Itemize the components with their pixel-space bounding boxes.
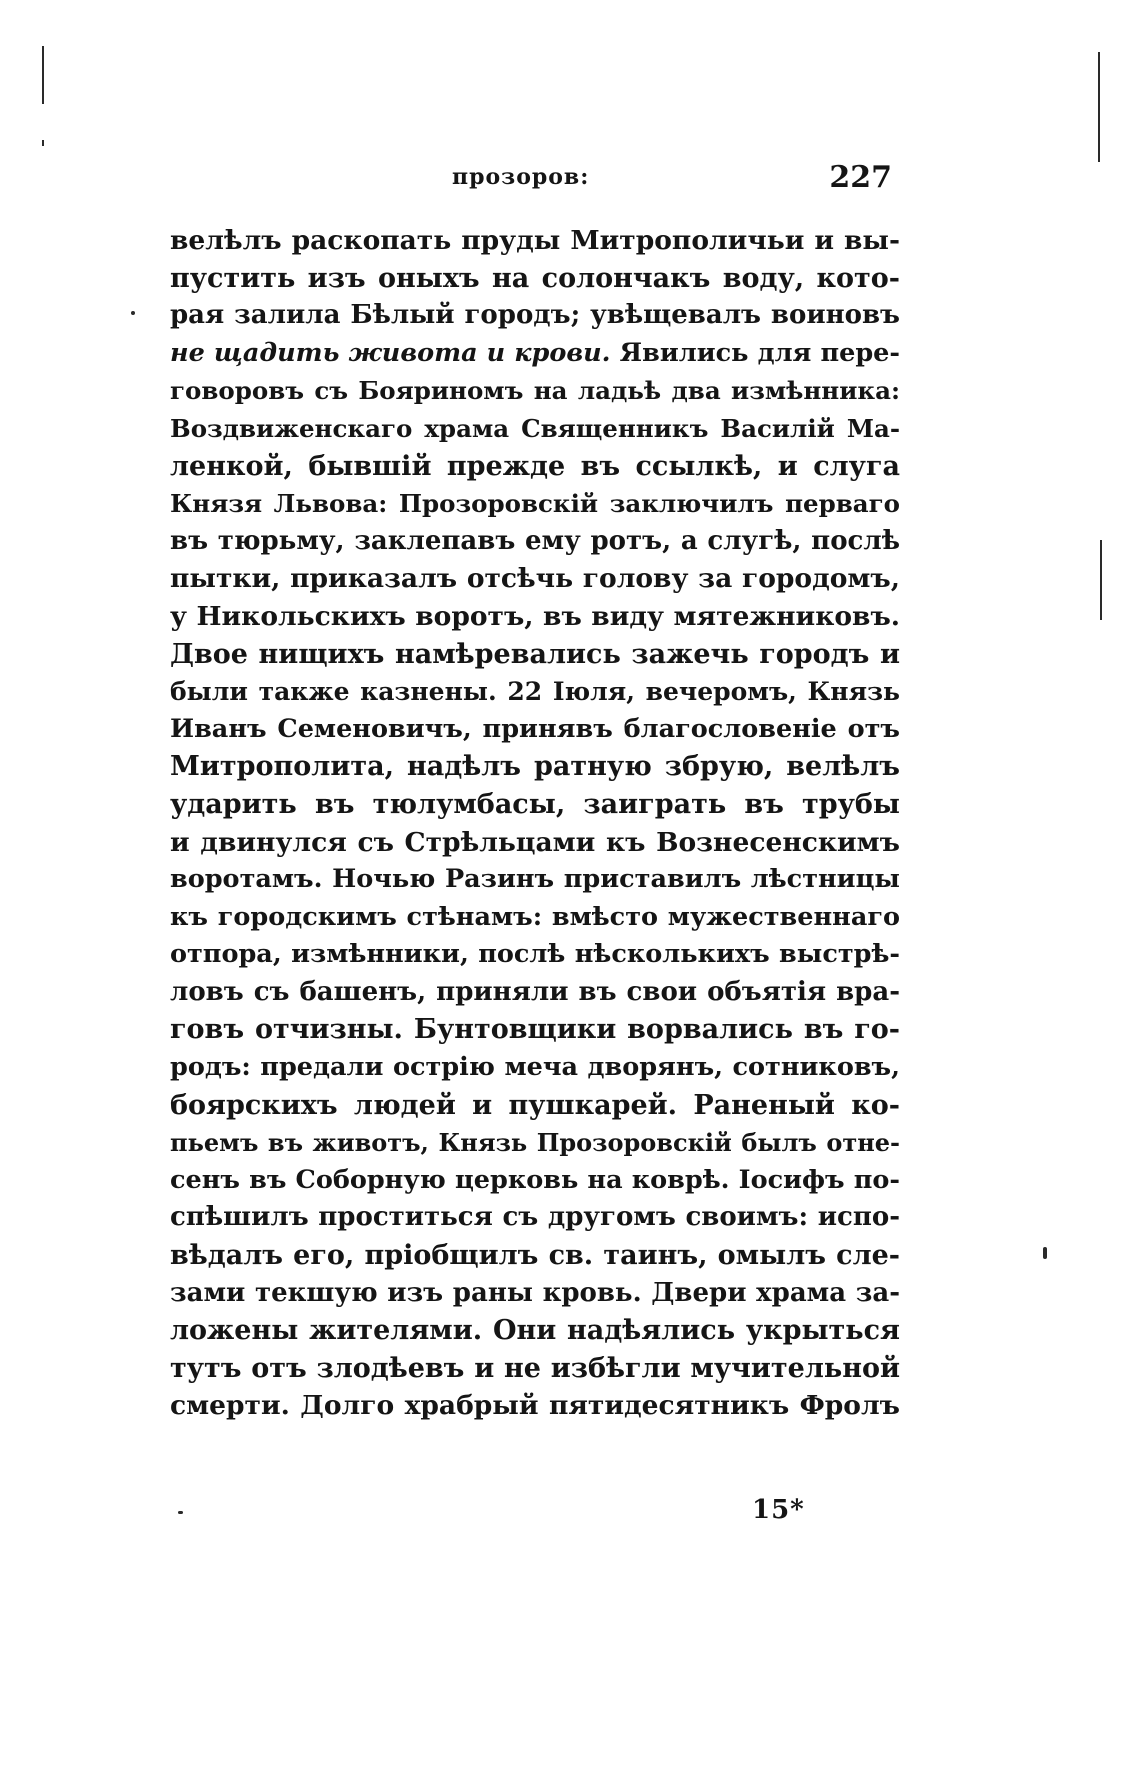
text-line: спѣшилъ проститься съ другомъ своимъ: испо-	[170, 1202, 900, 1233]
text-line: Воздвиженскаго храма Священникъ Василій Ма-	[170, 413, 900, 443]
text-line: у Никольскихъ воротъ, въ виду мятежниковъ.	[170, 600, 900, 632]
italic-phrase: не щадить живота и крови.	[170, 337, 611, 368]
text-line: ударить въ тюлумбасы, заиграть въ трубы	[170, 788, 900, 820]
text-line: ложены жителями. Они надѣялись укрыться	[170, 1315, 900, 1347]
text-line: пытки, приказалъ отсѣчь голову за городомъ,	[170, 563, 900, 595]
scan-edge-mark	[1098, 52, 1100, 162]
text-line: рая залила Бѣлый городъ; увѣщевалъ воиновъ	[170, 300, 900, 331]
ink-speck	[178, 1511, 183, 1514]
text-line: ловъ съ башенъ, приняли въ свои объятія вра-	[170, 976, 900, 1007]
signature-mark: 15*	[752, 1495, 805, 1525]
text-line	[170, 335, 900, 373]
page-number: 227	[829, 160, 892, 195]
text-run: Явились для пере-	[610, 337, 900, 368]
text-line: Иванъ Семеновичъ, принявъ благословеніе отъ	[170, 713, 900, 744]
text-line: пьемъ въ животъ, Князь Прозоровскій былъ отне-	[170, 1128, 900, 1158]
text-line: тутъ отъ злодѣевъ и не избѣгли мучительной	[170, 1352, 900, 1384]
text-line: говъ отчизны. Бунтовщики ворвались въ го-	[170, 1014, 900, 1046]
text-line: говоровъ съ Бояриномъ на ладьѣ два измѣнника:	[170, 376, 900, 406]
body-text	[170, 222, 900, 1425]
text-line: Митрополита, надѣлъ ратную збрую, велѣлъ	[170, 751, 900, 783]
text-line: отпора, измѣнники, послѣ нѣсколькихъ выстрѣ-	[170, 939, 900, 970]
text-line: Князя Львова: Прозоровскій заключилъ перваго	[170, 489, 900, 519]
running-head: прозоров:	[452, 164, 590, 190]
page-header	[170, 160, 900, 200]
text-line: въ тюрьму, заклепавъ ему ротъ, а слугѣ, послѣ	[170, 525, 900, 556]
text-line: сенъ въ Соборную церковь на коврѣ. Іосифъ по-	[170, 1164, 900, 1195]
scan-edge-mark	[42, 46, 44, 104]
text-line: были также казнены. 22 Іюля, вечеромъ, Князь	[170, 677, 900, 707]
text-line: къ городскимъ стѣнамъ: вмѣсто мужественнаго	[170, 901, 900, 932]
text-line: Двое нищихъ намѣревались зажечь городъ и	[170, 638, 900, 670]
text-line: боярскихъ людей и пушкарей. Раненый ко-	[170, 1089, 900, 1121]
ink-speck	[1043, 1247, 1047, 1259]
text-line: воротамъ. Ночью Разинъ приставилъ лѣстницы	[170, 864, 900, 895]
text-line: пустить изъ оныхъ на солончакъ воду, кото-	[170, 262, 900, 294]
text-line: и двинулся съ Стрѣльцами къ Вознесенскимъ	[170, 826, 900, 858]
scan-edge-mark	[42, 140, 44, 146]
text-line: вѣдалъ его, пріобщилъ св. таинъ, омылъ сле-	[170, 1240, 900, 1272]
scan-edge-mark	[1100, 540, 1102, 620]
text-line: смерти. Долго храбрый пятидесятникъ Фролъ	[170, 1390, 900, 1422]
text-line: зами текшую изъ раны кровь. Двери храма за-	[170, 1277, 900, 1308]
text-line: ленкой, бывшій прежде въ ссылкѣ, и слуга	[170, 450, 900, 482]
ink-speck	[131, 311, 135, 315]
text-line: велѣлъ раскопать пруды Митрополичьи и вы-	[170, 225, 900, 256]
text-line: родъ: предали острію меча дворянъ, сотниковъ,	[170, 1052, 900, 1083]
